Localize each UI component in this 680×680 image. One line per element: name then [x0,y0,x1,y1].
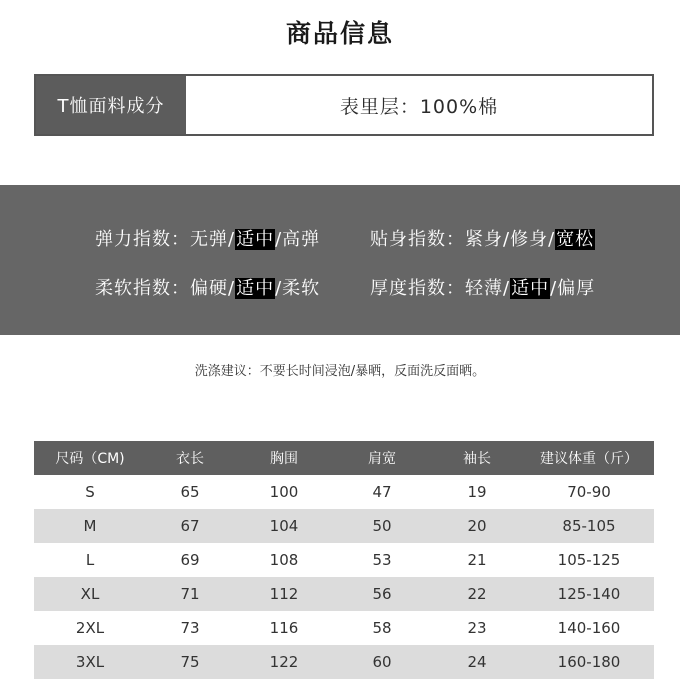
table-cell: 160-180 [524,645,654,679]
index-label: 弹力指数： [95,229,190,250]
table-cell: 70-90 [567,483,611,501]
option-separator: / [275,229,283,250]
option-separator: / [275,278,283,299]
table-cell: 23 [467,619,487,637]
table-row [34,509,654,543]
option-separator: / [228,278,236,299]
column-header: 尺码（CM) [34,441,146,475]
index-option-selected: 适中 [236,278,275,299]
table-cell: 3XL [34,645,146,679]
table-cell: 112 [234,577,334,611]
page-title: 商品信息 [285,19,394,48]
table-cell: 2XL [75,619,105,637]
option-separator: / [228,229,236,250]
index-label: 柔软指数： [95,278,190,299]
table-cell: M [34,509,146,543]
table-cell: 47 [372,483,392,501]
table-cell: 85-105 [524,509,654,543]
material-value: 表里层：100%棉 [339,95,499,118]
table-row [34,577,654,611]
table-cell: 22 [430,577,524,611]
index-option: 无弹 [190,229,228,250]
index-option-selected: 适中 [511,278,550,299]
table-cell: 105-125 [557,551,621,569]
index-option: 轻薄 [465,278,503,299]
column-header: 肩宽 [334,441,430,475]
column-header: 胸围 [234,441,334,475]
table-cell: L [85,551,95,569]
table-cell: 19 [467,483,487,501]
thickness-index [370,274,595,300]
table-cell: 53 [372,551,392,569]
index-option: 修身 [510,229,549,250]
index-option-selected: 宽松 [556,229,595,250]
table-cell: 73 [180,619,200,637]
table-cell: 104 [234,509,334,543]
option-separator: / [503,278,511,299]
table-cell: 21 [467,551,487,569]
column-header: 建议体重（斤） [524,441,654,475]
index-option: 紧身 [465,229,503,250]
column-header: 衣长 [146,441,234,475]
index-option: 偏厚 [557,278,596,299]
table-cell: 108 [269,551,299,569]
option-separator: / [550,278,558,299]
elasticity-index [95,225,320,251]
index-option: 柔软 [282,278,321,299]
size-chart-table [34,441,654,679]
table-cell: 56 [334,577,430,611]
table-cell: 100 [269,483,299,501]
table-cell: 75 [146,645,234,679]
table-row [34,645,654,679]
table-cell: 67 [146,509,234,543]
table-cell: 60 [334,645,430,679]
table-row [34,475,654,509]
fabric-indices-panel [0,185,680,335]
material-composition-box [34,74,654,136]
softness-index [95,274,320,300]
table-cell: 65 [180,483,200,501]
table-cell: 58 [372,619,392,637]
table-cell: XL [34,577,146,611]
table-cell: 116 [269,619,299,637]
table-cell: 50 [334,509,430,543]
table-cell: 122 [234,645,334,679]
table-cell: 20 [430,509,524,543]
size-table-body [34,475,654,679]
index-option-selected: 适中 [236,229,275,250]
table-cell: S [85,483,95,501]
table-cell: 71 [146,577,234,611]
table-cell: 69 [180,551,200,569]
table-cell: 125-140 [524,577,654,611]
material-label: T恤面料成分 [36,76,186,134]
table-row [34,543,654,577]
table-cell: 140-160 [557,619,621,637]
index-label: 贴身指数： [370,229,465,250]
size-table-header-row [34,441,654,475]
option-separator: / [548,229,556,250]
option-separator: / [503,229,511,250]
fit-index [370,225,595,251]
table-cell: 24 [430,645,524,679]
column-header: 袖长 [430,441,524,475]
index-option: 高弹 [282,229,321,250]
index-label: 厚度指数： [370,278,465,299]
index-option: 偏硬 [190,278,228,299]
wash-advice: 洗涤建议：不要长时间浸泡/暴晒，反面洗反面晒。 [194,364,486,379]
table-row [34,611,654,645]
